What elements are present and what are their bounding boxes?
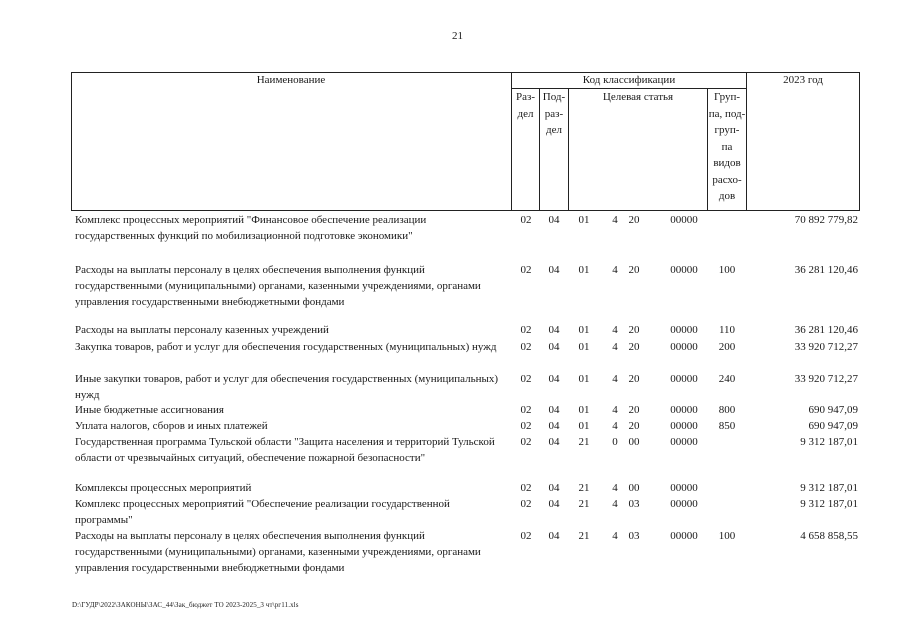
cell-d: 00000 — [670, 324, 698, 336]
cell-sum: 33 920 712,27 — [794, 373, 858, 385]
cell-d: 00000 — [670, 420, 698, 432]
cell-p: 04 — [548, 214, 560, 226]
cell-c: 20 — [628, 324, 640, 336]
cell-a: 01 — [578, 404, 590, 416]
cell-c: 20 — [628, 214, 640, 226]
cell-a: 01 — [578, 214, 590, 226]
cell-b: 0 — [612, 436, 618, 448]
cell-r: 02 — [520, 373, 532, 385]
header-name: Наименование — [256, 74, 326, 86]
cell-g: 800 — [718, 404, 736, 416]
cell-a: 21 — [578, 436, 590, 448]
cell-d: 00000 — [670, 530, 698, 542]
cell-r: 02 — [520, 324, 532, 336]
page-number: 21 — [452, 30, 463, 42]
cell-d: 00000 — [670, 373, 698, 385]
cell-g: 100 — [718, 264, 736, 276]
cell-p: 04 — [548, 341, 560, 353]
cell-g: 110 — [718, 324, 736, 336]
cell-r: 02 — [520, 214, 532, 226]
cell-name: Уплата налогов, сборов и иных платежей — [75, 420, 268, 432]
cell-a: 21 — [578, 498, 590, 510]
cell-b: 4 — [612, 420, 618, 432]
cell-d: 00000 — [670, 341, 698, 353]
cell-p: 04 — [548, 420, 560, 432]
cell-g: 200 — [718, 341, 736, 353]
table-header — [71, 72, 860, 211]
cell-b: 4 — [612, 214, 618, 226]
cell-b: 4 — [612, 324, 618, 336]
cell-p: 04 — [548, 436, 560, 448]
cell-r: 02 — [520, 498, 532, 510]
cell-a: 01 — [578, 264, 590, 276]
cell-sum: 4 658 858,55 — [800, 530, 858, 542]
cell-b: 4 — [612, 482, 618, 494]
cell-d: 00000 — [670, 404, 698, 416]
cell-r: 02 — [520, 482, 532, 494]
cell-r: 02 — [520, 264, 532, 276]
cell-d: 00000 — [670, 214, 698, 226]
header-podrazdel: Под- раз- дел — [542, 91, 566, 136]
cell-sum: 9 312 187,01 — [800, 482, 858, 494]
cell-d: 00000 — [670, 482, 698, 494]
cell-a: 01 — [578, 373, 590, 385]
header-celevaya: Целевая статья — [602, 91, 674, 103]
cell-d: 00000 — [670, 498, 698, 510]
cell-g: 240 — [718, 373, 736, 385]
cell-c: 03 — [628, 530, 640, 542]
cell-name: Иные бюджетные ассигнования — [75, 404, 224, 416]
cell-a: 21 — [578, 530, 590, 542]
cell-r: 02 — [520, 404, 532, 416]
cell-name: Комплексы процессных мероприятий — [75, 482, 252, 494]
cell-c: 20 — [628, 341, 640, 353]
cell-name: Расходы на выплаты персоналу в целях обеспечения выполнения функций государственными (муниципальными) органами, казенными учреждениями, органами управления государственными внебюджетными фондами — [75, 530, 481, 574]
cell-p: 04 — [548, 324, 560, 336]
header-razdel: Раз- дел — [515, 91, 535, 120]
cell-name: Закупка товаров, работ и услуг для обеспечения государственных (муниципальных) нужд — [75, 341, 497, 353]
cell-p: 04 — [548, 498, 560, 510]
cell-p: 04 — [548, 530, 560, 542]
cell-sum: 33 920 712,27 — [794, 341, 858, 353]
cell-p: 04 — [548, 482, 560, 494]
cell-sum: 690 947,09 — [808, 404, 858, 416]
cell-a: 21 — [578, 482, 590, 494]
cell-name: Комплекс процессных мероприятий "Обеспечение реализации государственной программы" — [75, 498, 450, 526]
cell-g: 850 — [718, 420, 736, 432]
file-path: D:\ГУДР\2022\ЗАКОНЫ\ЗАС_44\Зак_бюджет ТО 2023-2025_3 чт\рг11.xls — [72, 601, 299, 609]
cell-b: 4 — [612, 404, 618, 416]
cell-d: 00000 — [670, 436, 698, 448]
cell-name: Расходы на выплаты персоналу казенных учреждений — [75, 324, 329, 336]
cell-a: 01 — [578, 341, 590, 353]
cell-a: 01 — [578, 324, 590, 336]
cell-c: 20 — [628, 264, 640, 276]
cell-c: 00 — [628, 482, 640, 494]
header-code: Код классификации — [582, 74, 676, 86]
header-year: 2023 год — [783, 74, 823, 86]
cell-sum: 9 312 187,01 — [800, 436, 858, 448]
cell-sum: 36 281 120,46 — [794, 324, 858, 336]
cell-r: 02 — [520, 420, 532, 432]
header-gruppa: Груп- па, под- груп- па видов расхо- дов — [708, 91, 746, 202]
cell-p: 04 — [548, 264, 560, 276]
cell-sum: 690 947,09 — [808, 420, 858, 432]
cell-b: 4 — [612, 341, 618, 353]
cell-name: Расходы на выплаты персоналу в целях обеспечения выполнения функций государственными (муниципальными) органами, казенными учреждениями, органами управления государственными внебюджетными фондами — [75, 264, 481, 308]
cell-sum: 36 281 120,46 — [794, 264, 858, 276]
cell-c: 20 — [628, 404, 640, 416]
cell-b: 4 — [612, 373, 618, 385]
cell-c: 20 — [628, 373, 640, 385]
cell-g: 100 — [718, 530, 736, 542]
cell-c: 00 — [628, 436, 640, 448]
cell-p: 04 — [548, 373, 560, 385]
cell-sum: 9 312 187,01 — [800, 498, 858, 510]
cell-a: 01 — [578, 420, 590, 432]
cell-c: 20 — [628, 420, 640, 432]
cell-d: 00000 — [670, 264, 698, 276]
cell-name: Государственная программа Тульской области "Защита населения и территорий Тульской области от чрезвычайных ситуаций, обеспечение пожарной безопасности" — [75, 436, 495, 464]
cell-c: 03 — [628, 498, 640, 510]
cell-r: 02 — [520, 436, 532, 448]
cell-name: Комплекс процессных мероприятий "Финансовое обеспечение реализации государственных функций по мобилизационной подготовке экономики" — [75, 214, 427, 242]
cell-name: Иные закупки товаров, работ и услуг для обеспечения государственных (муниципальных) нужд — [75, 373, 499, 401]
cell-b: 4 — [612, 530, 618, 542]
cell-b: 4 — [612, 498, 618, 510]
cell-p: 04 — [548, 404, 560, 416]
cell-sum: 70 892 779,82 — [794, 214, 858, 226]
cell-r: 02 — [520, 341, 532, 353]
cell-r: 02 — [520, 530, 532, 542]
cell-b: 4 — [612, 264, 618, 276]
